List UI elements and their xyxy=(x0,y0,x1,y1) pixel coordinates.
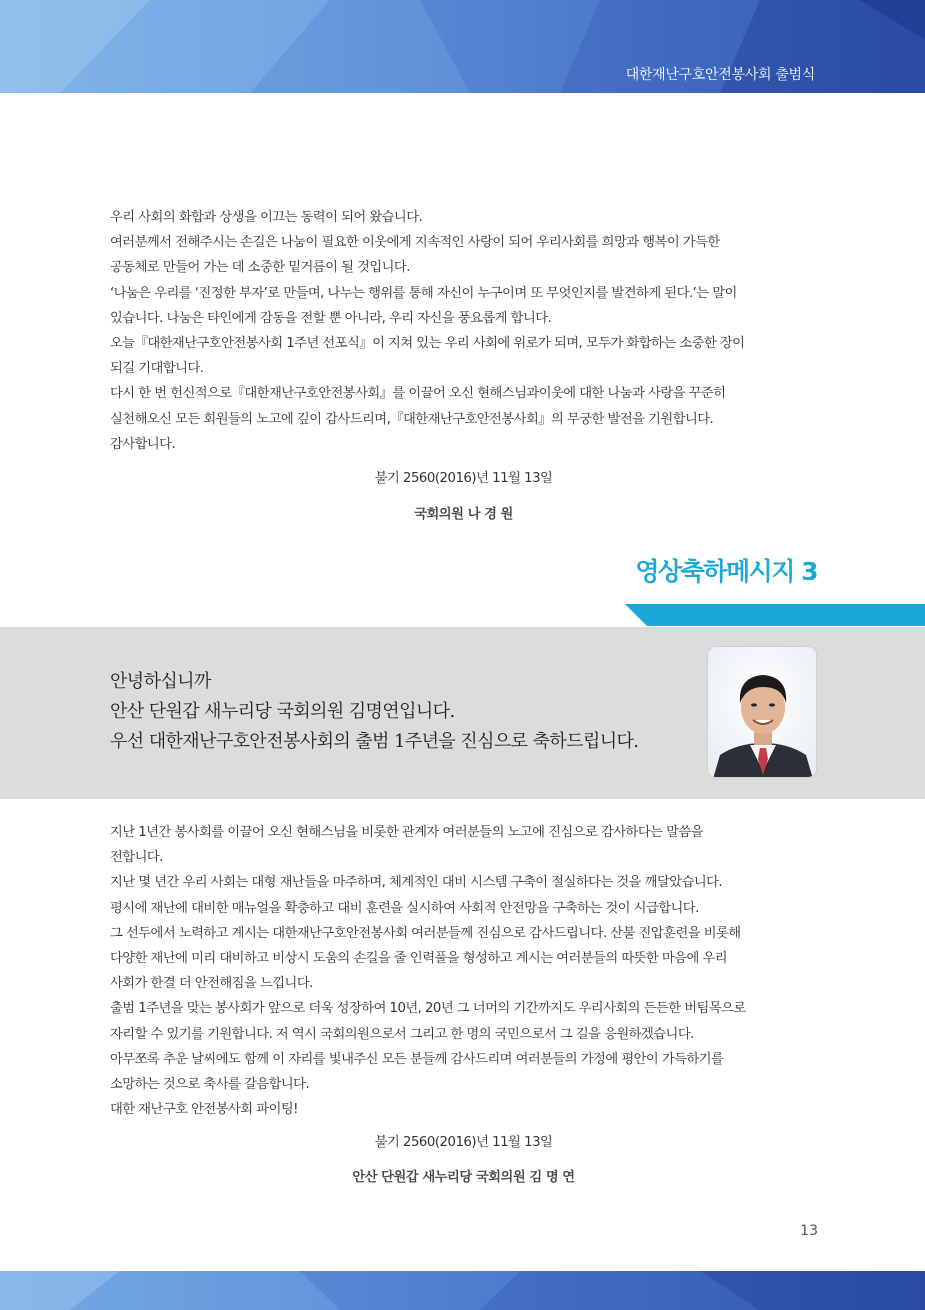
message-2-line: 다시 한 번 헌신적으로『대한재난구호안전봉사회』를 이끌어 오신 현해스님과이웃에 대한 나눔과 사랑을 꾸준히 xyxy=(110,386,726,402)
message-3-line: 사회가 한결 더 안전해짐을 느낍니다. xyxy=(110,976,313,992)
message-3-line: 소망하는 것으로 축사를 갈음합니다. xyxy=(110,1077,310,1093)
message-3-line: 대한 재난구호 안전봉사회 파이팅! xyxy=(110,1102,298,1118)
message-2-line: 있습니다. 나눔은 타인에게 감동을 전할 뿐 아니라, 우리 자신을 풍요롭게 합니다. xyxy=(110,310,552,326)
header-title: 대한재난구호안전봉사회 출범식 xyxy=(625,67,815,83)
section-accent-bar xyxy=(625,604,925,626)
message-2-line: ‘나눔은 우리를 ‘진정한 부자’로 만들며, 나누는 행위를 통해 자신이 누구이며 또 무엇인지를 발견하게 된다.’는 말이 xyxy=(110,285,737,301)
message-2-line: 우리 사회의 화합과 상생을 이끄는 동력이 되어 왔습니다. xyxy=(110,210,423,225)
message-3-line: 출범 1주년을 맞는 봉사회가 앞으로 더욱 성장하여 10년, 20년 그 너머의 기간까지도 우리사회의 든든한 버팀목으로 xyxy=(110,1001,746,1017)
message-3-line: 전합니다. xyxy=(110,850,163,866)
greeting-line: 안녕하십니까 xyxy=(110,671,211,692)
message-3-line: 자리할 수 있기를 기원합니다. 저 역시 국회의원으로서 그리고 한 명의 국민으로서 그 길을 응원하겠습니다. xyxy=(110,1026,694,1042)
message-3-date: 불기 2560(2016)년 11월 13일 xyxy=(374,1135,553,1150)
bottom-banner xyxy=(0,1271,925,1310)
message-2-line: 오늘『대한재난구호안전봉사회 1주년 선포식』이 지쳐 있는 우리 사회에 위로가 되며, 모두가 화합하는 소중한 장이 xyxy=(110,336,745,352)
message-2-line: 감사합니다. xyxy=(110,436,176,452)
message-2-signature: 국회의원 나 경 원 xyxy=(414,507,513,522)
message-3-line: 지난 몇 년간 우리 사회는 대형 재난들을 마주하며, 체계적인 대비 시스템 구축이 절실하다는 것을 깨달았습니다. xyxy=(110,875,723,891)
speaker-portrait xyxy=(707,646,817,778)
message-3-line: 다양한 재난에 미리 대비하고 비상시 도움의 손길을 줄 인력풀을 형성하고 계시는 여러분들의 따뜻한 마음에 우리 xyxy=(110,951,728,967)
top-banner xyxy=(0,0,925,93)
message-3-body xyxy=(110,820,817,1122)
message-3-signature: 안산 단원갑 새누리당 국회의원 김 명 연 xyxy=(352,1170,575,1185)
message-2-body xyxy=(110,205,817,457)
message-3-line: 그 선두에서 노력하고 계시는 대한재난구호안전봉사회 여러분들께 진심으로 감사드립니다. 산불 진압훈련을 비롯해 xyxy=(110,925,741,941)
message-3-line: 아무쪼록 추운 날씨에도 함께 이 자리를 빛내주신 모든 분들께 감사드리며 여러분들의 가정에 평안이 가득하기를 xyxy=(110,1051,724,1067)
greeting-text xyxy=(110,667,638,757)
greeting-line: 우선 대한재난구호안전봉사회의 출범 1주년을 진심으로 축하드립니다. xyxy=(110,731,639,752)
message-3-line: 지난 1년간 봉사회를 이끌어 오신 현해스님을 비롯한 관계자 여러분들의 노고에 진심으로 감사하다는 말씀을 xyxy=(110,825,704,840)
message-3-line: 평시에 재난에 대비한 매뉴얼을 확충하고 대비 훈련을 실시하여 사회적 안전망을 구축하는 것이 시급합니다. xyxy=(110,900,699,916)
message-2-line: 여러분께서 전해주시는 손길은 나눔이 필요한 이웃에게 지속적인 사랑이 되어 우리사회를 희망과 행복이 가득한 xyxy=(110,235,720,251)
message-2-line: 공동체로 만들어 가는 데 소중한 밑거름이 될 것입니다. xyxy=(110,260,410,276)
message-2-line: 되길 기대합니다. xyxy=(110,361,204,377)
section-title: 영상축하메시지 3 xyxy=(635,557,817,586)
page-number: 13 xyxy=(800,1223,818,1239)
message-2-line: 실천해오신 모든 회원들의 노고에 깊이 감사드리며,『대한재난구호안전봉사회』의 무궁한 발전을 기원합니다. xyxy=(110,411,714,427)
message-2-date: 불기 2560(2016)년 11월 13일 xyxy=(374,471,553,486)
portrait-image xyxy=(708,647,817,778)
bottom-banner-graphic xyxy=(0,1271,925,1310)
greeting-line: 안산 단원갑 새누리당 국회의원 김명연입니다. xyxy=(110,701,455,722)
